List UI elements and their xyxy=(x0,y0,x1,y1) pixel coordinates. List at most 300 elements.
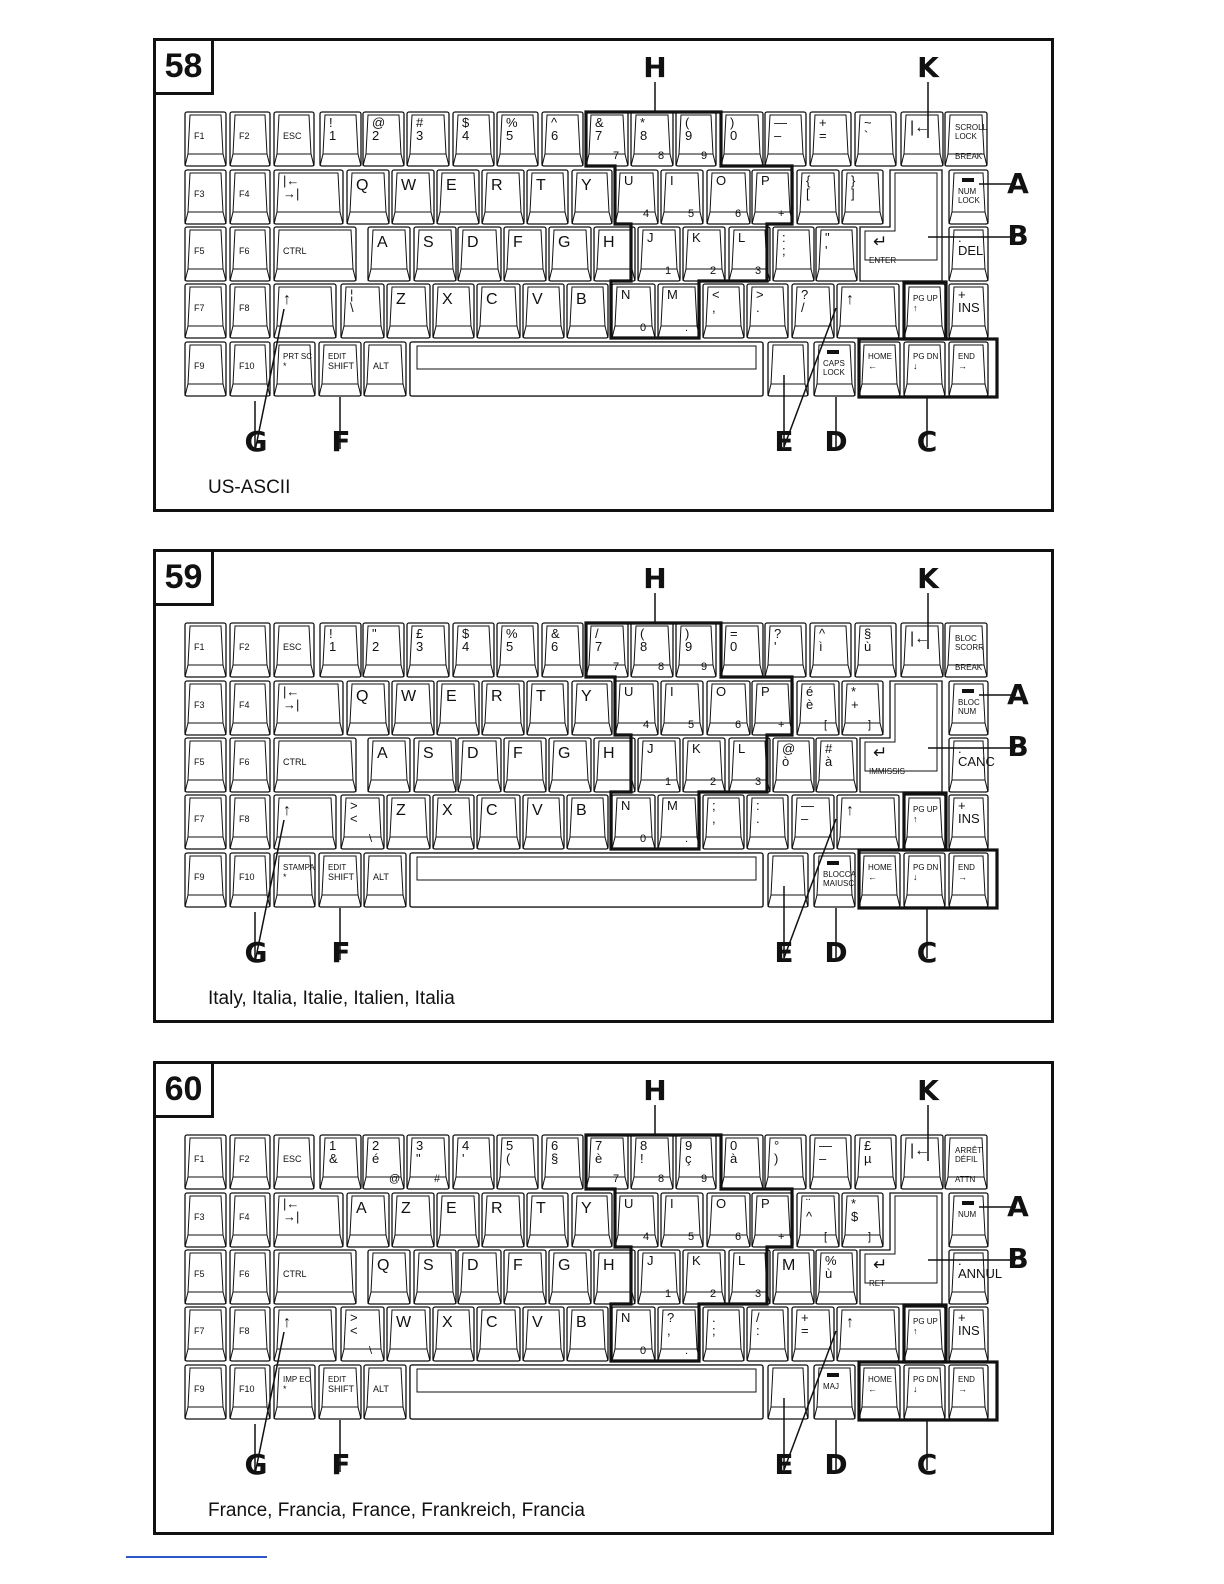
key-label: F3 xyxy=(194,1212,205,1222)
keyboard-key xyxy=(747,795,788,849)
key-label: 1 xyxy=(329,128,337,143)
key-label: ↑ xyxy=(913,1326,918,1336)
keyboard-key xyxy=(504,227,546,281)
keyboard-key xyxy=(477,795,520,849)
key-label: \ xyxy=(369,833,373,845)
key-label: S xyxy=(423,1257,434,1274)
key-label: = xyxy=(730,626,738,641)
callout-label: K xyxy=(917,1074,939,1107)
keyboard-key xyxy=(274,112,314,166)
keyboard-key xyxy=(567,284,608,338)
figure-number: 59 xyxy=(153,549,214,606)
callout-label: G xyxy=(244,425,268,458)
callout-label: E xyxy=(774,936,794,969)
keyboard-key xyxy=(797,681,839,735)
keyboard-key xyxy=(855,623,896,677)
keyboard-key xyxy=(768,1365,808,1419)
key-label: U xyxy=(624,1196,634,1211)
key-label: [ xyxy=(824,1231,828,1243)
key-label: — xyxy=(801,798,814,813)
keyboard-key xyxy=(549,1250,591,1304)
key-label: . xyxy=(958,230,962,245)
keyboard-key xyxy=(949,795,988,849)
key-label: |← xyxy=(283,173,300,188)
key-label: PG DN xyxy=(913,1375,939,1384)
keyboard-key xyxy=(586,623,628,677)
key-label: @ xyxy=(782,741,796,756)
keyboard-key xyxy=(185,112,226,166)
key-label: U xyxy=(624,173,634,188)
key-label: F2 xyxy=(239,642,250,652)
keyboard-key xyxy=(274,170,343,224)
key-label: F3 xyxy=(194,189,205,199)
key-label: |← xyxy=(910,1142,931,1159)
key-label: & xyxy=(551,626,560,641)
key-label: W xyxy=(401,177,417,194)
key-label: ↓ xyxy=(913,361,918,371)
keyboard-key xyxy=(658,284,700,338)
key-label: ; xyxy=(782,243,786,258)
key-label: ESC xyxy=(283,131,302,141)
key-label: ) xyxy=(774,1151,779,1166)
key-label: ALT xyxy=(373,872,389,882)
key-label: * xyxy=(851,1196,857,1211)
keyboard-key xyxy=(612,284,655,338)
key-label: 8 xyxy=(658,1173,665,1185)
key-label: 3 xyxy=(755,776,762,788)
key-label: CANC xyxy=(958,754,995,769)
keyboard-key xyxy=(721,623,763,677)
keyboard-key xyxy=(341,1307,384,1361)
key-label: [ xyxy=(824,719,828,731)
key-label: SHIFT xyxy=(328,872,354,882)
keyboard-key xyxy=(572,681,612,735)
keyboard-key xyxy=(683,1250,725,1304)
key-label: D xyxy=(467,745,479,762)
keyboard-key xyxy=(765,623,806,677)
key-label: F2 xyxy=(239,131,250,141)
key-label: # xyxy=(416,115,424,130)
key-label: ¨ xyxy=(806,1196,811,1211)
keyboard-key xyxy=(407,112,449,166)
key-label: P xyxy=(761,684,770,699)
key-label: P xyxy=(761,173,770,188)
key-label: SCROLL xyxy=(955,123,988,132)
keyboard-key xyxy=(364,342,406,396)
key-label: F10 xyxy=(239,872,255,882)
key-label: F9 xyxy=(194,872,205,882)
keyboard-key xyxy=(904,853,945,907)
key-label: : xyxy=(782,230,786,245)
key-label: % xyxy=(825,1253,837,1268)
keyboard-key xyxy=(185,795,226,849)
key-label: I xyxy=(670,684,674,699)
keyboard-key xyxy=(615,1193,658,1247)
key-label: µ xyxy=(864,1151,872,1166)
key-label: \ xyxy=(350,300,354,315)
key-label: O xyxy=(716,173,727,188)
key-label: 3 xyxy=(416,1138,424,1153)
key-label: END xyxy=(958,352,975,361)
key-label: ↑ xyxy=(283,291,291,308)
keyboard-key xyxy=(504,1250,546,1304)
keyboard-key xyxy=(274,1193,343,1247)
callout-label: E xyxy=(774,1448,794,1481)
key-label: 4 xyxy=(462,639,470,654)
keyboard-key xyxy=(230,738,270,792)
keyboard-key xyxy=(572,170,612,224)
keyboard-key xyxy=(949,1365,988,1419)
key-label: 0 xyxy=(730,639,738,654)
keyboard-key xyxy=(458,738,501,792)
keyboard-key xyxy=(676,623,716,677)
key-label: + xyxy=(958,287,966,302)
key-label: 1 xyxy=(329,1138,337,1153)
key-label: PRT SC xyxy=(283,352,313,361)
key-label: ' xyxy=(462,1151,465,1166)
key-label: S xyxy=(423,234,434,251)
key-label: 0 xyxy=(730,128,738,143)
keyboard-key xyxy=(319,853,361,907)
keyboard-key xyxy=(230,284,270,338)
key-label: ò xyxy=(782,754,790,769)
key-label: A xyxy=(377,234,388,251)
keyboard-key xyxy=(810,1135,851,1189)
key-label: F8 xyxy=(239,814,250,824)
key-label: PG UP xyxy=(913,805,938,814)
key-label: F3 xyxy=(194,700,205,710)
key-label: I xyxy=(670,173,674,188)
key-label: ù xyxy=(825,1266,833,1281)
key-label: BLOCCA xyxy=(823,870,856,879)
key-label: + xyxy=(958,1310,966,1325)
keyboard-key xyxy=(837,284,899,338)
key-label: 8 xyxy=(658,150,665,162)
key-label: ← xyxy=(868,361,877,371)
key-label: 3 xyxy=(755,1288,762,1300)
key-label: L xyxy=(738,1253,746,1268)
key-label: ¦ xyxy=(350,287,354,302)
key-label: ì xyxy=(819,639,823,654)
keyboard-panel-60 xyxy=(153,1061,1054,1535)
keyboard-key xyxy=(542,112,583,166)
key-label: R xyxy=(491,1200,503,1217)
spacebar-key xyxy=(410,342,763,396)
keyboard-key xyxy=(586,1135,628,1189)
key-label: SHIFT xyxy=(328,1384,354,1394)
key-label: F4 xyxy=(239,700,250,710)
key-label: EDIT xyxy=(328,352,347,361)
keyboard-key xyxy=(901,623,943,677)
keyboard-key xyxy=(274,227,356,281)
key-label: NUM xyxy=(958,187,977,196)
key-label: . xyxy=(756,811,760,826)
key-label: ( xyxy=(640,626,645,641)
key-label: →| xyxy=(283,186,300,201)
keyboard-key xyxy=(586,112,628,166)
key-label: \ xyxy=(369,1345,373,1357)
callout-label: A xyxy=(1007,167,1029,200)
keyboard-key xyxy=(904,795,945,849)
keyboard-key xyxy=(482,1193,524,1247)
keyboard-key xyxy=(185,1193,226,1247)
key-label: O xyxy=(716,684,727,699)
key-label: < xyxy=(350,1323,358,1338)
keyboard-key xyxy=(230,1365,270,1419)
key-label: 4 xyxy=(643,719,650,731)
keyboard-key xyxy=(703,284,744,338)
keyboard-key xyxy=(638,1250,680,1304)
key-label: END xyxy=(958,1375,975,1384)
keyboard-key xyxy=(368,227,410,281)
key-label: 8 xyxy=(640,639,648,654)
keyboard-key xyxy=(185,681,226,735)
keyboard-key xyxy=(230,1250,270,1304)
key-label: 2 xyxy=(710,776,717,788)
key-label: ANNUL xyxy=(958,1266,1003,1281)
key-label: 5 xyxy=(506,1138,514,1153)
keyboard-key xyxy=(320,112,361,166)
key-label: Q xyxy=(377,1257,390,1274)
key-label: & xyxy=(329,1151,338,1166)
key-label: 7 xyxy=(595,639,603,654)
key-label: M xyxy=(782,1257,796,1274)
keyboard-key xyxy=(542,1135,583,1189)
key-label: ↑ xyxy=(846,802,854,819)
key-label: →| xyxy=(283,697,300,712)
key-label: → xyxy=(958,872,967,882)
footer-rule xyxy=(126,1556,267,1558)
key-label: MAJ xyxy=(823,1382,839,1391)
key-label: 9 xyxy=(701,150,708,162)
led-indicator xyxy=(827,350,839,354)
keyboard-key xyxy=(842,1193,883,1247)
keyboard-key xyxy=(364,853,406,907)
key-label: { xyxy=(806,173,811,188)
key-label: 9 xyxy=(685,128,693,143)
key-label: ) xyxy=(730,115,735,130)
key-label: G xyxy=(558,745,571,762)
key-label: END xyxy=(958,863,975,872)
key-label: , xyxy=(712,300,716,315)
key-label: 3 xyxy=(416,639,424,654)
key-label: E xyxy=(446,177,457,194)
key-label: — xyxy=(774,115,787,130)
keyboard-key xyxy=(768,853,808,907)
callout-label: H xyxy=(643,1074,667,1107)
keyboard-key xyxy=(949,853,988,907)
key-label: RET xyxy=(869,1279,885,1288)
key-label: E xyxy=(446,1200,457,1217)
keyboard-key xyxy=(765,1135,806,1189)
keyboard-key xyxy=(407,1135,449,1189)
keyboard-key xyxy=(729,1250,770,1304)
key-label: 8 xyxy=(658,661,665,673)
keyboard-key xyxy=(387,795,430,849)
key-label: / xyxy=(595,626,599,641)
key-label: F5 xyxy=(194,1269,205,1279)
keyboard-key xyxy=(363,1135,404,1189)
keyboard-key xyxy=(497,623,538,677)
key-label: NUM xyxy=(958,1210,977,1219)
key-label: Q xyxy=(356,688,369,705)
key-label: F4 xyxy=(239,1212,250,1222)
key-label: 5 xyxy=(688,719,695,731)
key-label: ? xyxy=(774,626,782,641)
key-label: K xyxy=(692,741,701,756)
key-label: [ xyxy=(806,186,810,201)
key-label: 9 xyxy=(701,1173,708,1185)
key-label: HOME xyxy=(868,1375,892,1384)
key-label: à xyxy=(730,1151,738,1166)
key-label: 2 xyxy=(372,639,380,654)
keyboard-key xyxy=(612,1307,655,1361)
key-label: 7 xyxy=(613,661,620,673)
key-label: à xyxy=(825,754,833,769)
keyboard-key xyxy=(274,623,314,677)
key-label: é xyxy=(806,684,814,699)
keyboard-key xyxy=(631,1135,673,1189)
key-label: |← xyxy=(910,630,931,647)
key-label: EDIT xyxy=(328,1375,347,1384)
key-label: 6 xyxy=(735,208,742,220)
keyboard-key xyxy=(392,681,434,735)
keyboard-key xyxy=(523,795,564,849)
key-label: T xyxy=(536,1200,546,1217)
keyboard-key xyxy=(855,1135,896,1189)
key-label: % xyxy=(506,115,518,130)
key-label: MAIUSC. xyxy=(823,879,857,888)
key-label: ` xyxy=(864,128,869,143)
keyboard-key xyxy=(185,853,226,907)
key-label: ; xyxy=(712,1323,716,1338)
key-label: C xyxy=(486,291,498,308)
key-label: 6 xyxy=(735,1231,742,1243)
key-label: 6 xyxy=(735,719,742,731)
keyboard-key xyxy=(392,1193,434,1247)
key-label: F9 xyxy=(194,1384,205,1394)
key-label: < xyxy=(350,811,358,826)
spacebar-key xyxy=(410,1365,763,1419)
keyboard-key xyxy=(945,1135,987,1189)
keyboard-key xyxy=(433,795,474,849)
keyboard-key xyxy=(768,342,808,396)
key-label: ↵ xyxy=(873,743,888,762)
key-label: J xyxy=(647,741,654,756)
keyboard-key xyxy=(859,853,900,907)
key-label: ↓ xyxy=(913,872,918,882)
key-label: 1 xyxy=(665,776,672,788)
keyboard-key xyxy=(658,1307,700,1361)
keyboard-key xyxy=(414,1250,456,1304)
keyboard-key xyxy=(810,623,851,677)
keyboard-key xyxy=(497,112,538,166)
keyboard-key xyxy=(638,738,680,792)
key-label: R xyxy=(491,688,503,705)
spacebar-key xyxy=(410,853,763,907)
key-label: : xyxy=(756,798,760,813)
layout-caption: Italy, Italia, Italie, Italien, Italia xyxy=(208,988,455,1009)
keyboard-key xyxy=(631,623,673,677)
keyboard-key xyxy=(683,738,725,792)
callout-label: H xyxy=(643,51,667,84)
key-label: 8 xyxy=(640,128,648,143)
key-label: ? xyxy=(667,1310,675,1325)
keyboard-key xyxy=(567,1307,608,1361)
key-label: ↵ xyxy=(873,232,888,251)
key-label: + xyxy=(851,697,859,712)
key-label: 7 xyxy=(595,128,603,143)
key-label: § xyxy=(864,626,872,641)
key-label: > xyxy=(350,798,358,813)
key-label: + xyxy=(801,1310,809,1325)
key-label: IMP EC xyxy=(283,1375,311,1384)
keyboard-key xyxy=(185,1365,226,1419)
key-label: F1 xyxy=(194,1154,205,1164)
keyboard-key xyxy=(437,170,479,224)
keyboard-key xyxy=(594,227,635,281)
keyboard-key xyxy=(347,170,389,224)
keyboard-key xyxy=(230,170,270,224)
key-label: W xyxy=(396,1314,412,1331)
callout-label: K xyxy=(917,562,939,595)
keyboard-key xyxy=(230,1307,270,1361)
keyboard-key xyxy=(497,1135,538,1189)
keyboard-key xyxy=(274,1135,314,1189)
keyboard-key xyxy=(347,1193,389,1247)
keyboard-key xyxy=(703,795,744,849)
key-label: @ xyxy=(389,1173,401,1185)
key-label: 5 xyxy=(688,208,695,220)
callout-label: F xyxy=(331,936,351,969)
key-label: ] xyxy=(868,1231,872,1243)
key-label: W xyxy=(401,688,417,705)
callout-label: B xyxy=(1007,1242,1029,1275)
keyboard-key xyxy=(368,1250,410,1304)
key-label: F10 xyxy=(239,361,255,371)
key-label: 7 xyxy=(613,150,620,162)
key-label: CTRL xyxy=(283,757,307,767)
keyboard-key xyxy=(477,1307,520,1361)
keyboard-key xyxy=(414,227,456,281)
key-label: ] xyxy=(868,719,872,731)
key-label: ) xyxy=(685,626,690,641)
keyboard-key xyxy=(527,681,568,735)
key-label: ( xyxy=(506,1151,511,1166)
key-label: ← xyxy=(868,1384,877,1394)
keyboard-key xyxy=(945,623,987,677)
key-label: Z xyxy=(396,802,406,819)
key-label: F xyxy=(513,745,523,762)
key-label: , xyxy=(667,1323,671,1338)
key-label: Z xyxy=(401,1200,411,1217)
key-label: BLOC xyxy=(958,698,980,707)
key-label: L xyxy=(738,230,746,245)
keyboard-key xyxy=(230,853,270,907)
keyboard-key xyxy=(363,112,404,166)
keyboard-key xyxy=(904,1307,945,1361)
keyboard-key xyxy=(683,227,725,281)
key-label: F7 xyxy=(194,303,205,313)
key-label: CAPS xyxy=(823,359,845,368)
key-label: F8 xyxy=(239,303,250,313)
keyboard-key xyxy=(320,623,361,677)
key-label: SHIFT xyxy=(328,361,354,371)
key-label: LOCK xyxy=(958,196,980,205)
keyboard-key xyxy=(904,284,945,338)
key-label: K xyxy=(692,230,701,245)
keyboard-key xyxy=(752,1193,793,1247)
